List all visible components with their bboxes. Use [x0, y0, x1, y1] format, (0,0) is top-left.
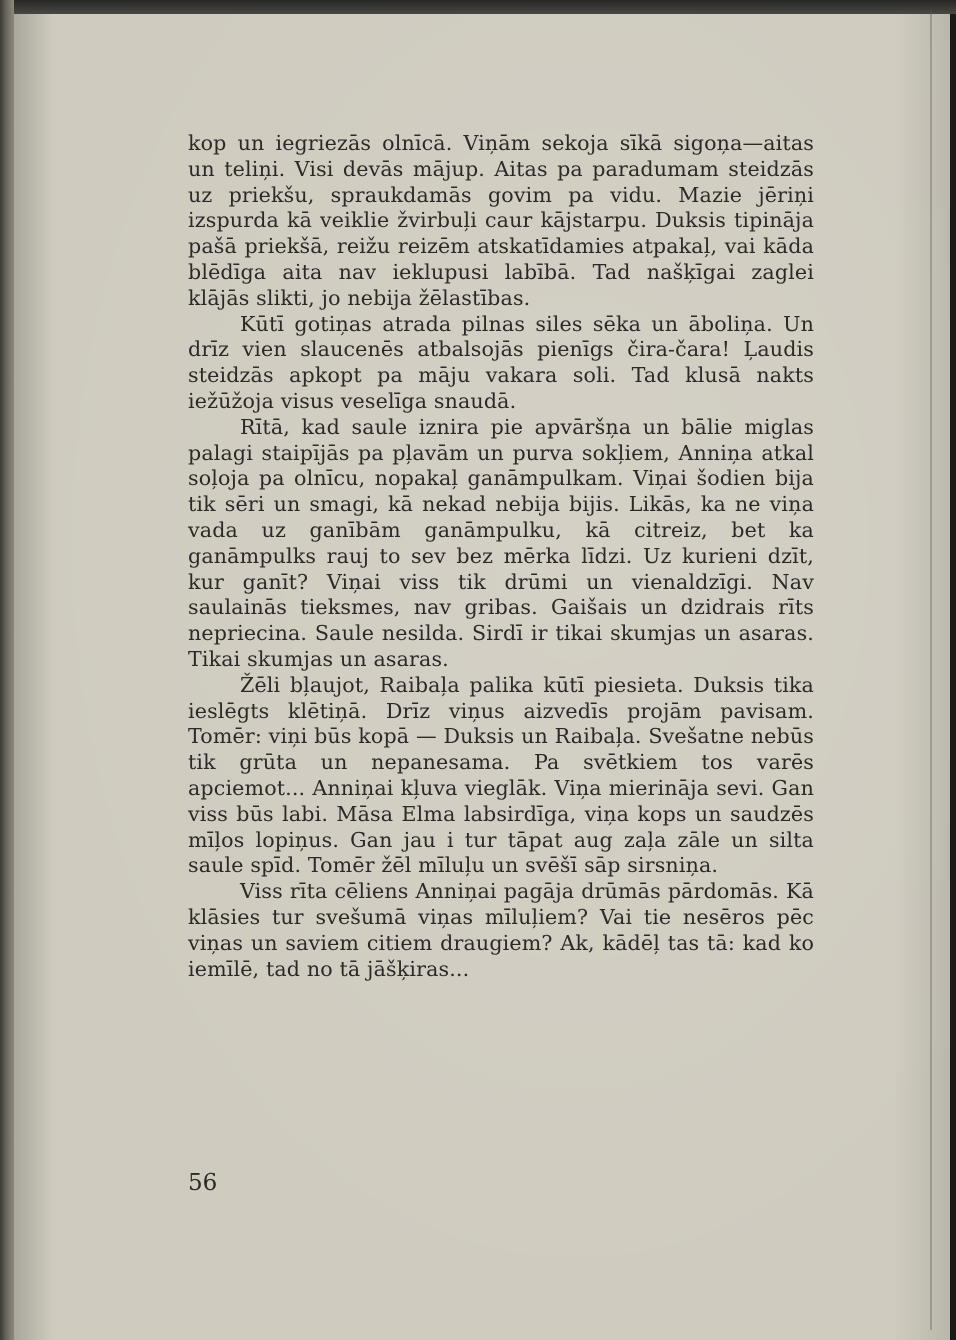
page-text-block — [188, 131, 814, 982]
paragraph-3: Rītā, kad saule iznira pie apvāršņa un bālie miglas palagi staipījās pa pļavām un purva sokļiem, Anniņa atkal soļoja pa olnīcu, nopakaļ ganāmpulkam. Viņai šodien bija tik sēri un smagi, kā nekad nebija bijis. Likās, ka ne viņa vada uz ganībām ganāmpulku, kā citreiz, bet ka ganāmpulks rauj to sev bez mērka līdzi. Uz kurieni dzīt, kur ganīt? Viņai viss tik drūmi un vienaldzīgi. Nav saulainās tieksmes, nav gribas. Gaišais un dzidrais rīts nepriecina. Saule nesilda. Sirdī ir tikai skumjas un asaras. Tikai skumjas un asaras. — [188, 414, 814, 671]
paragraph-2: Kūtī gotiņas atrada pilnas siles sēka un āboliņa. Un drīz vien slaucenēs atbalsojās pienīgs čira-čara! Ļaudis steidzās apkopt pa māju vakara soli. Tad klusā nakts iežūžoja visus veselīga snaudā. — [188, 311, 814, 413]
page-edge — [930, 10, 932, 1330]
page-number: 56 — [188, 1170, 218, 1196]
paragraph-4: Žēli bļaujot, Raibaļa palika kūtī piesieta. Duksis tika ieslēgts klētiņā. Drīz viņus aizvedīs projām pavisam. Tomēr: viņi būs kopā — Duksis un Raibaļa. Svešatne nebūs tik grūta un nepanesama. Pa svētkiem tos varēs apciemot... Anniņai kļuva vieglāk. Viņa mierināja sevi. Gan viss būs labi. Māsa Elma labsirdīga, viņa kops un saudzēs mīļos lopiņus. Gan jau i tur tāpat aug zaļa zāle un silta saule spīd. Tomēr žēl mīluļu un svēšī sāp sirsniņa. — [188, 672, 814, 878]
book-spine — [0, 0, 14, 1340]
paragraph-5: Viss rīta cēliens Anniņai pagāja drūmās pārdomās. Kā klāsies tur svešumā viņas mīluļiem? Vai tie nesēros pēc viņas un saviem citiem draugiem? Ak, kādēļ tas tā: kad ko iemīlē, tad no tā jāšķiras... — [188, 879, 814, 981]
page-top-shadow — [0, 0, 956, 14]
paragraph-1: kop un iegriezās olnīcā. Viņām sekoja sīkā sigoņa—aitas un teliņi. Visi devās mājup. Aitas pa paradumam steidzās uz priekšu, spraukdamās govim pa vidu. Mazie jēriņi izspurda kā veiklie žvirbuļi caur kājstarpu. Duksis tipināja pašā priekšā, reižu reizēm atskatīdamies atpakaļ, vai kāda blēdīga aita nav ieklupusi labībā. Tad našķīgai zaglei klājās slikti, jo nebija žēlastības. — [188, 131, 814, 310]
